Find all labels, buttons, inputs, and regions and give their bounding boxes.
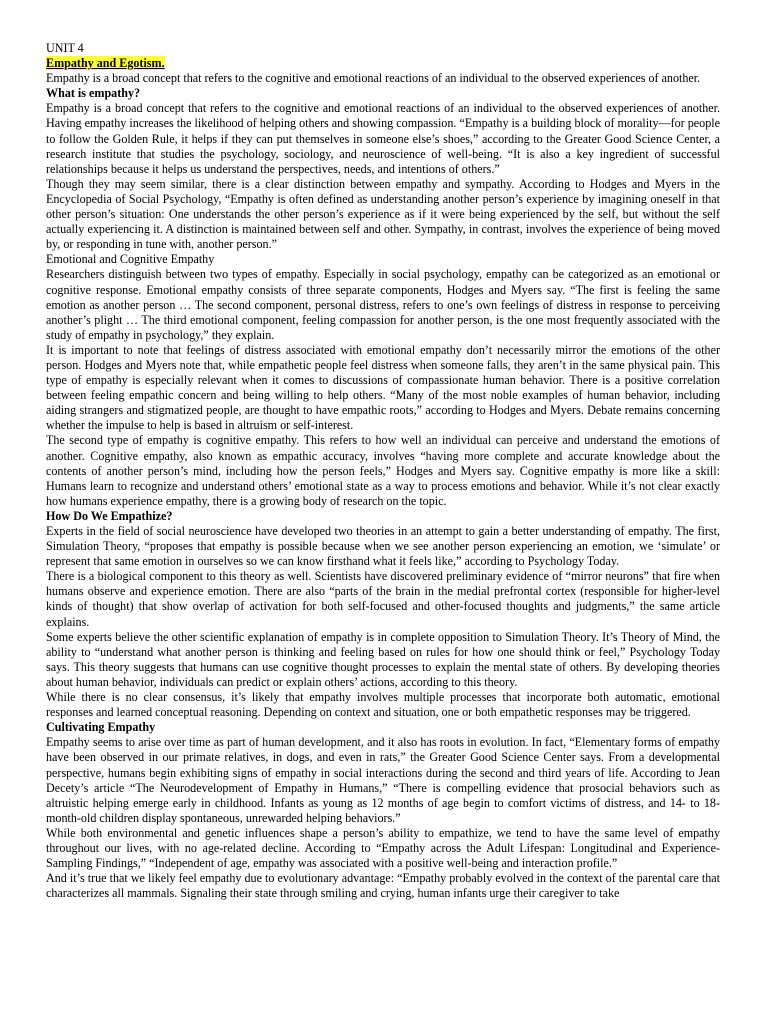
paragraph: Experts in the field of social neuroscience have developed two theories in an attempt to gain a better understanding of empathy. The first, Simulation Theory, “proposes that empathy is possible because when we see another person experiencing an emotion, we ‘simulate’ or represent that same emotion in ourselves so we can know firsthand what it feels like,” according to Psychology Today.: [46, 524, 720, 569]
paragraph: It is important to note that feelings of distress associated with emotional empathy don’t necessarily mirror the emotions of the other person. Hodges and Myers note that, while empathetic people feel distress when someone falls, they aren’t in the same physical pain. This type of empathy is especially relevant when it comes to discussions of compassionate human behavior. There is a positive correlation between feeling empathic concern and being willing to help others. “Many of the most noble examples of human behavior, including aiding strangers and stigmatized people, are thought to have empathic roots,” according to Hodges and Myers. Debate remains concerning whether the impulse to help is based in altruism or self-interest.: [46, 342, 720, 433]
section-heading-emotional-cognitive: Emotional and Cognitive Empathy: [46, 252, 215, 267]
section-heading-cultivating-empathy: Cultivating Empathy: [46, 720, 156, 735]
section-heading-what-is-empathy: What is empathy?: [46, 86, 141, 101]
paragraph: Empathy is a broad concept that refers to the cognitive and emotional reactions of an individual to the observed experiences of another. Having empathy increases the likelihood of helping others and showing compassion. “Empathy is a building block of morality—for people to follow the Golden Rule, it helps if they can put themselves in someone else’s shoes,” according to the Greater Good Science Center, a research institute that studies the psychology, sociology, and neuroscience of well-being. “It is also a key ingredient of successful relationships because it helps us understand the perspectives, needs, and intentions of others.”: [46, 101, 720, 176]
paragraph: Though they may seem similar, there is a clear distinction between empathy and sympathy. According to Hodges and Myers in the Encyclopedia of Social Psychology, “Empathy is often defined as understanding another person’s experience by imagining oneself in that other person’s situation: One understands the other person’s experience as if it were being experienced by the self, but without the self actually experiencing it. A distinction is maintained between self and other. Sympathy, in contrast, involves the experience of being moved by, or responding in tune with, another person.”: [46, 176, 720, 252]
unit-label: UNIT 4: [46, 41, 84, 55]
paragraph: And it’s true that we likely feel empathy due to evolutionary advantage: “Empathy probably evolved in the context of the parental care that characterizes all mammals. Signaling their state through smiling and crying, human infants urge their caregiver to take: [46, 871, 720, 901]
paragraph: There is a biological component to this theory as well. Scientists have discovered preliminary evidence of “mirror neurons” that fire when humans observe and experience emotion. There are also “parts of the brain in the medial prefrontal cortex (responsible for higher-level kinds of thought) that show overlap of activation for both self-focused and other-focused thoughts and judgments,” the same article explains.: [46, 569, 720, 629]
section-heading-how-do-we-empathize: How Do We Empathize?: [46, 508, 173, 523]
document-title-line: [46, 56, 720, 71]
paragraph: Researchers distinguish between two types of empathy. Especially in social psychology, empathy can be categorized as an emotional or cognitive response. Emotional empathy consists of three separate components, Hodges and Myers say. “The first is feeling the same emotion as another person … The second component, personal distress, refers to one’s own feelings of distress in response to perceiving another’s plight … The third emotional component, feeling compassion for another person, is the one most frequently associated with the study of empathy in psychology,” they explain.: [46, 267, 720, 342]
document-page: [46, 41, 720, 901]
paragraph: Empathy seems to arise over time as part of human development, and it also has roots in evolution. In fact, “Elementary forms of empathy have been observed in our primate relatives, in dogs, and even in rats,” the Greater Good Science Center says. From a developmental perspective, humans begin exhibiting signs of empathy in social interactions during the second and third years of life. According to Jean Decety’s article “The Neurodevelopment of Empathy in Humans,” “There is compelling evidence that prosocial behaviors such as altruistic helping emerge early in childhood. Infants as young as 12 months of age begin to comfort victims of distress, and 14- to 18-month-old children display spontaneous, unrewarded helping behaviors.”: [46, 735, 720, 825]
document-title: Empathy and Egotism.: [46, 56, 165, 71]
intro-paragraph: Empathy is a broad concept that refers to the cognitive and emotional reactions of an individual to the observed experiences of another.: [46, 71, 701, 86]
paragraph: The second type of empathy is cognitive empathy. This refers to how well an individual can perceive and understand the emotions of another. Cognitive empathy, also known as empathic accuracy, involves “having more complete and accurate knowledge about the contents of another person’s mind, including how the person feels,” Hodges and Myers say. Cognitive empathy is more like a skill: Humans learn to recognize and understand others’ emotional state as a way to process emotions and behavior. While it’s not clear exactly how humans experience empathy, there is a growing body of research on the topic.: [46, 433, 720, 508]
paragraph: Some experts believe the other scientific explanation of empathy is in complete opposition to Simulation Theory. It’s Theory of Mind, the ability to “understand what another person is thinking and feeling based on rules for how one should think or feel,” Psychology Today says. This theory suggests that humans can use cognitive thought processes to explain the mental state of others. By developing theories about human behavior, individuals can predict or explain others’ actions, according to this theory.: [46, 629, 720, 689]
paragraph: While both environmental and genetic influences shape a person’s ability to empathize, we tend to have the same level of empathy throughout our lives, with no age-related decline. According to “Empathy across the Adult Lifespan: Longitudinal and Experience-Sampling Findings,” “Independent of age, empathy was associated with a positive well-being and interaction profile.”: [46, 825, 720, 871]
paragraph: While there is no clear consensus, it’s likely that empathy involves multiple processes that incorporate both automatic, emotional responses and learned conceptual reasoning. Depending on context and situation, one or both empathetic responses may be triggered.: [46, 690, 720, 720]
